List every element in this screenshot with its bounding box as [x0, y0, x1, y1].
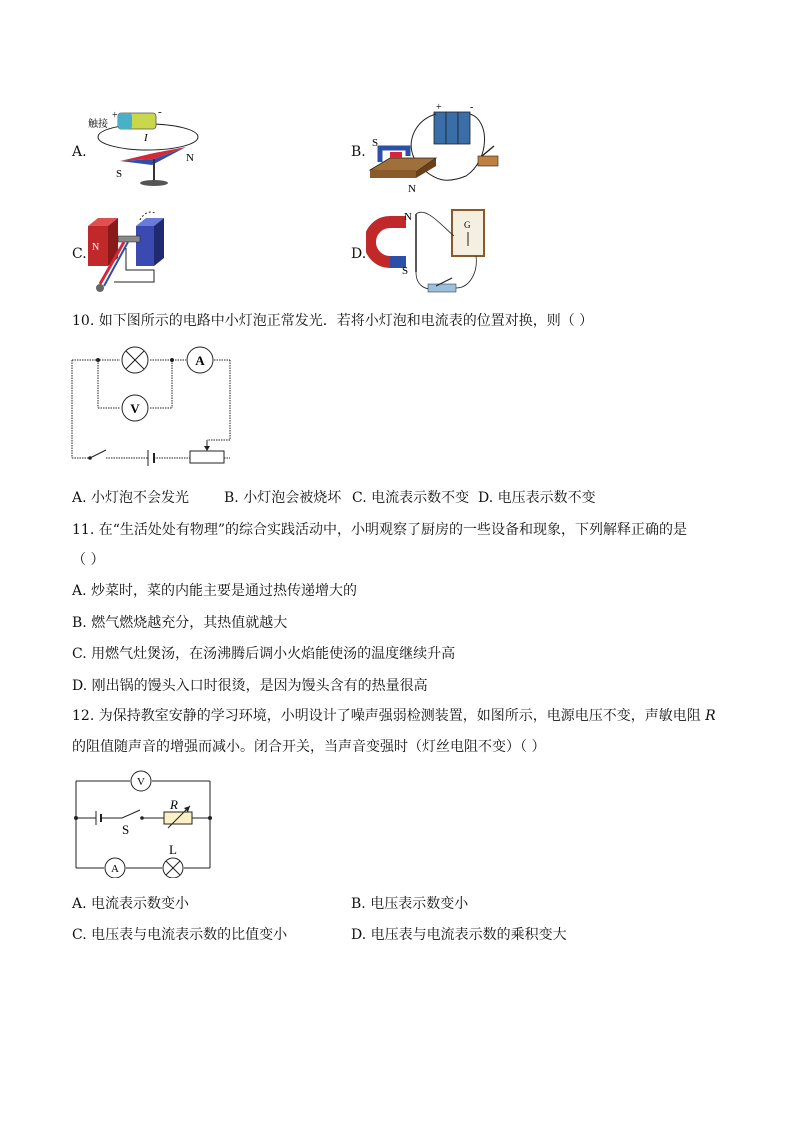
- q12-stem-r: R: [705, 708, 716, 724]
- q9b-s: S: [372, 137, 379, 149]
- q9d-meter: G: [464, 220, 471, 230]
- q9c-n: N: [92, 242, 100, 253]
- q9d-s: S: [402, 265, 409, 277]
- q9a-touch-text: 触接: [88, 119, 108, 130]
- q12-option-b: B. 电压表示数变小: [351, 896, 469, 912]
- q11-option-d: D. 刚出锅的馒头入口时很烫，是因为馒头含有的热量很高: [72, 678, 428, 694]
- q9b-minus: -: [470, 102, 474, 113]
- q11-stem-line1: 11. 在“生活处处有物理”的综合实践活动中，小明观察了厨房的一些设备和现象，下列解释正确的是: [72, 522, 688, 538]
- q9a-current: I: [144, 132, 148, 144]
- q12-stem-line1: [72, 707, 716, 725]
- q12-ammeter-label: A: [111, 863, 119, 875]
- q12-switch-label: S: [122, 822, 130, 837]
- q9-option-d-label: D.: [351, 246, 367, 262]
- q9-figure-a: [86, 103, 206, 191]
- q12-option-d: D. 电压表与电流表示数的乘积变大: [351, 927, 567, 943]
- q9a-s: S: [116, 168, 123, 180]
- q9a-n: N: [186, 152, 194, 164]
- q9d-n: N: [404, 211, 412, 223]
- q9-figure-d: [366, 206, 496, 298]
- q9b-plus: +: [436, 102, 442, 113]
- q12-resistor-label: R: [170, 797, 178, 812]
- q9b-n: N: [408, 183, 416, 195]
- q9-figure-c: [86, 208, 196, 298]
- q12-option-a: A. 电流表示数变小: [72, 896, 190, 912]
- q12-option-c: C. 电压表与电流表示数的比值变小: [72, 927, 288, 943]
- q11-option-a: A. 炒菜时，菜的内能主要是通过热传递增大的: [72, 583, 358, 599]
- q10-ammeter-label: A: [195, 353, 205, 368]
- q10-stem: 10. 如下图所示的电路中小灯泡正常发光．若将小灯泡和电流表的位置对换，则（ ）: [72, 313, 594, 329]
- q9-option-a-label: A.: [72, 144, 87, 160]
- q10-option-c: C. 电流表示数不变: [352, 490, 470, 506]
- q9a-minus: -: [158, 106, 162, 118]
- q9-figure-b: [366, 100, 526, 195]
- q11-option-b: B. 燃气燃烧越充分，其热值就越大: [72, 615, 288, 631]
- q12-circuit-diagram: [68, 766, 218, 878]
- q11-stem-line2: （ ）: [72, 552, 105, 568]
- q10-option-b: B. 小灯泡会被烧坏: [224, 490, 342, 506]
- q10-voltmeter-label: V: [130, 401, 140, 416]
- q12-voltmeter-label: V: [137, 776, 145, 788]
- q9-option-b-label: B.: [351, 144, 366, 160]
- q12-lamp-label: L: [169, 842, 177, 857]
- q9a-plus: +: [112, 110, 118, 121]
- q9-option-c-label: C.: [72, 246, 87, 262]
- q10-option-d: D. 电压表示数不变: [478, 490, 596, 506]
- q10-circuit-diagram: [66, 340, 236, 468]
- q11-option-c: C. 用燃气灶煲汤，在汤沸腾后调小火焰能使汤的温度继续升高: [72, 646, 456, 662]
- q12-stem-line2: 的阻值随声音的增强而减小。闭合开关，当声音变强时（灯丝电阻不变）（ ）: [72, 739, 546, 755]
- q12-stem-text: 12. 为保持教室安静的学习环境，小明设计了噪声强弱检测装置，如图所示，电源电压不变，声敏电阻: [72, 708, 701, 724]
- q10-option-a: A. 小灯泡不会发光: [72, 490, 190, 506]
